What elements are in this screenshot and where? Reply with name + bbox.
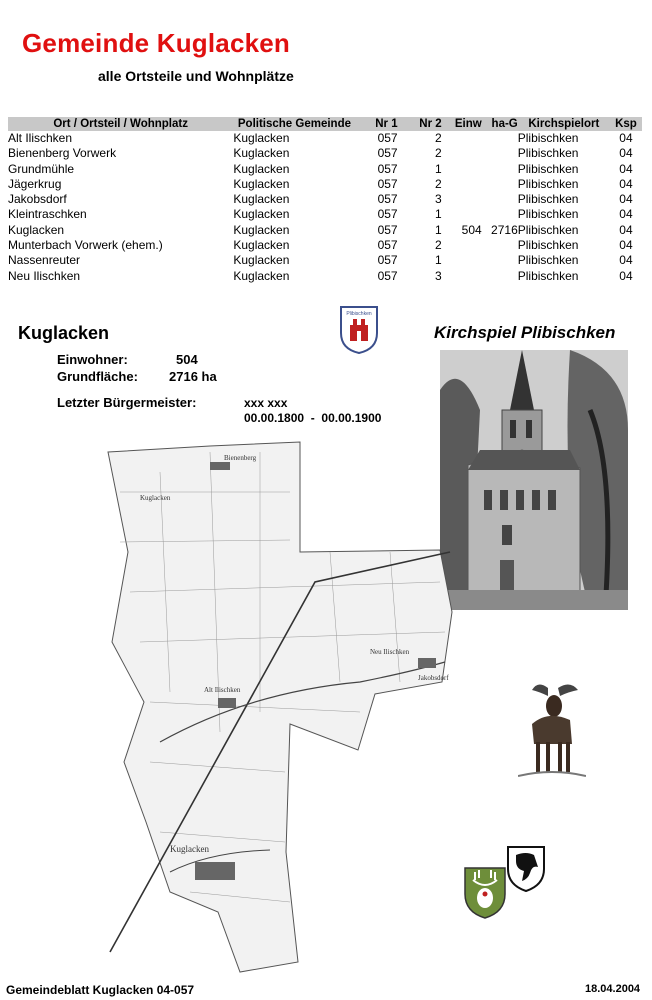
cell-kirchspielort: Plibischken [517, 222, 579, 237]
table-row [8, 238, 642, 253]
map-label-alt-ilischken: Alt Ilischken [204, 686, 241, 694]
cell-nr2: 3 [434, 268, 442, 283]
buergermeister-dates: 00.00.1800 - 00.00.1900 [244, 411, 382, 425]
cell-nr2: 1 [434, 161, 442, 176]
grundflaeche-value: 2716 ha [169, 369, 217, 384]
cell-ha-g [482, 238, 518, 253]
map-label-neu-ilischken: Neu Ilischken [370, 648, 410, 656]
cell-ort: Munterbach Vorwerk (ehem.) [8, 238, 163, 253]
cell-nr1: 057 [377, 222, 398, 237]
cell-ha-g [482, 192, 518, 207]
buergermeister-name: xxx xxx [244, 396, 288, 410]
cell-politische-gemeinde: Kuglacken [233, 222, 290, 237]
cell-ort: Kleintraschken [8, 207, 87, 222]
cell-ha-g [482, 162, 518, 177]
cell-ksp: 04 [619, 131, 633, 145]
map-label-jakobsdorf: Jakobsdorf [418, 674, 449, 682]
table-row [8, 207, 642, 222]
cell-ort: Jägerkrug [8, 176, 62, 191]
cell-ha-g [482, 253, 518, 268]
cell-ksp: 04 [619, 238, 633, 253]
cell-ha-g [482, 207, 518, 222]
cell-politische-gemeinde: Kuglacken [233, 146, 290, 161]
cell-nr2: 1 [434, 207, 442, 222]
table-row [8, 162, 642, 177]
plibischken-crest-icon [339, 305, 379, 355]
cell-ksp: 04 [619, 207, 633, 222]
church-image [440, 350, 628, 610]
cell-ksp: 04 [619, 161, 633, 176]
cell-nr2: 1 [434, 222, 442, 237]
page-subtitle: alle Ortsteile und Wohnplätze [98, 68, 294, 84]
cell-einw [448, 177, 482, 192]
cell-ksp: 04 [619, 253, 633, 268]
cell-einw [448, 146, 482, 161]
cell-politische-gemeinde: Kuglacken [233, 192, 290, 207]
cell-nr2: 2 [434, 146, 442, 161]
cell-nr2: 2 [434, 131, 442, 145]
kirchspiel-title: Kirchspiel Plibischken [434, 323, 616, 342]
cell-nr2: 2 [434, 238, 442, 253]
cell-ort: Neu Ilischken [8, 268, 81, 283]
footer-date: 18.04.2004 [585, 983, 641, 995]
page-title: Gemeinde Kuglacken [22, 28, 291, 58]
cell-kirchspielort: Plibischken [517, 207, 579, 222]
cell-nr1: 057 [377, 161, 398, 176]
cell-nr1: 057 [377, 268, 398, 283]
table-row [8, 192, 642, 207]
cell-nr1: 057 [377, 207, 398, 222]
cell-kirchspielort: Plibischken [517, 161, 579, 176]
col-header-kirchspielort: Kirchspielort [518, 117, 610, 131]
cell-ksp: 04 [619, 192, 633, 207]
cell-einw [448, 131, 482, 146]
einwohner-value: 504 [176, 352, 198, 367]
cell-nr2: 3 [434, 192, 442, 207]
cell-ort: Bienenberg Vorwerk [8, 146, 117, 161]
places-table [8, 117, 642, 284]
cell-ort: Jakobsdorf [8, 192, 67, 207]
cell-kirchspielort: Plibischken [517, 238, 579, 253]
cell-nr1: 057 [377, 146, 398, 161]
cell-nr1: 057 [377, 253, 398, 268]
cell-ort: Kuglacken [8, 222, 65, 237]
cell-politische-gemeinde: Kuglacken [233, 161, 290, 176]
map-label-kleintraschken: Kuglacken [140, 494, 171, 502]
cell-nr1: 057 [377, 131, 398, 145]
cell-ha-g: 2716 [491, 222, 518, 237]
cell-politische-gemeinde: Kuglacken [233, 268, 290, 283]
col-header-ort: Ort / Ortsteil / Wohnplatz [8, 117, 233, 131]
cell-nr2: 1 [434, 253, 442, 268]
table-row [8, 146, 642, 161]
cell-ksp: 04 [619, 222, 633, 237]
table-header-row [8, 117, 642, 131]
cell-ort: Alt Ilischken [8, 131, 73, 145]
cell-politische-gemeinde: Kuglacken [233, 131, 290, 145]
col-header-nr2: Nr 2 [404, 117, 448, 131]
col-header-nr1: Nr 1 [356, 117, 404, 131]
cell-politische-gemeinde: Kuglacken [233, 238, 290, 253]
cell-einw [448, 238, 482, 253]
cell-kirchspielort: Plibischken [517, 268, 579, 283]
cell-nr1: 057 [377, 176, 398, 191]
cell-einw [448, 162, 482, 177]
grundflaeche-label: Grundfläche: [57, 369, 138, 384]
footer-document-id: Gemeindeblatt Kuglacken 04-057 [6, 983, 195, 997]
cell-politische-gemeinde: Kuglacken [233, 207, 290, 222]
district-crest-icon [463, 866, 507, 920]
buergermeister-label: Letzter Bürgermeister: [57, 395, 197, 410]
table-row [8, 223, 642, 238]
table-row [8, 269, 642, 284]
map-label-kuglacken: Kuglacken [170, 844, 209, 854]
cell-kirchspielort: Plibischken [517, 146, 579, 161]
cell-ha-g [482, 177, 518, 192]
col-header-politische-gemeinde: Politische Gemeinde [233, 117, 355, 131]
col-header-ksp: Ksp [610, 117, 642, 131]
cell-kirchspielort: Plibischken [517, 253, 579, 268]
cell-ksp: 04 [619, 268, 633, 283]
cell-kirchspielort: Plibischken [517, 176, 579, 191]
map-label-bienenberg: Bienenberg [224, 454, 257, 462]
cell-politische-gemeinde: Kuglacken [233, 176, 290, 191]
cell-nr1: 057 [377, 192, 398, 207]
cell-ha-g [482, 269, 518, 284]
crest-label: Plibischken [346, 311, 372, 317]
cell-einw [448, 192, 482, 207]
col-header-einw: Einw [448, 117, 482, 131]
municipality-map [100, 432, 456, 977]
cell-einw [448, 253, 482, 268]
cell-politische-gemeinde: Kuglacken [233, 253, 290, 268]
cell-ksp: 04 [619, 146, 633, 161]
einwohner-label: Einwohner: [57, 352, 128, 367]
table-row [8, 253, 642, 268]
cell-ort: Grundmühle [8, 161, 75, 176]
cell-kirchspielort: Plibischken [517, 192, 579, 207]
cell-kirchspielort: Plibischken [517, 131, 579, 145]
moose-icon [518, 680, 586, 780]
cell-nr1: 057 [377, 238, 398, 253]
eagle-shield-icon [506, 845, 546, 893]
cell-einw [448, 269, 482, 284]
cell-nr2: 2 [434, 176, 442, 191]
col-header-ha-g: ha-G [482, 117, 518, 131]
cell-einw: 504 [461, 222, 482, 237]
cell-ha-g [482, 146, 518, 161]
cell-einw [448, 207, 482, 222]
table-row [8, 177, 642, 192]
place-name: Kuglacken [18, 323, 110, 343]
cell-ha-g [482, 131, 518, 146]
cell-ort: Nassenreuter [8, 253, 81, 268]
table-row [8, 131, 642, 146]
cell-ksp: 04 [619, 176, 633, 191]
